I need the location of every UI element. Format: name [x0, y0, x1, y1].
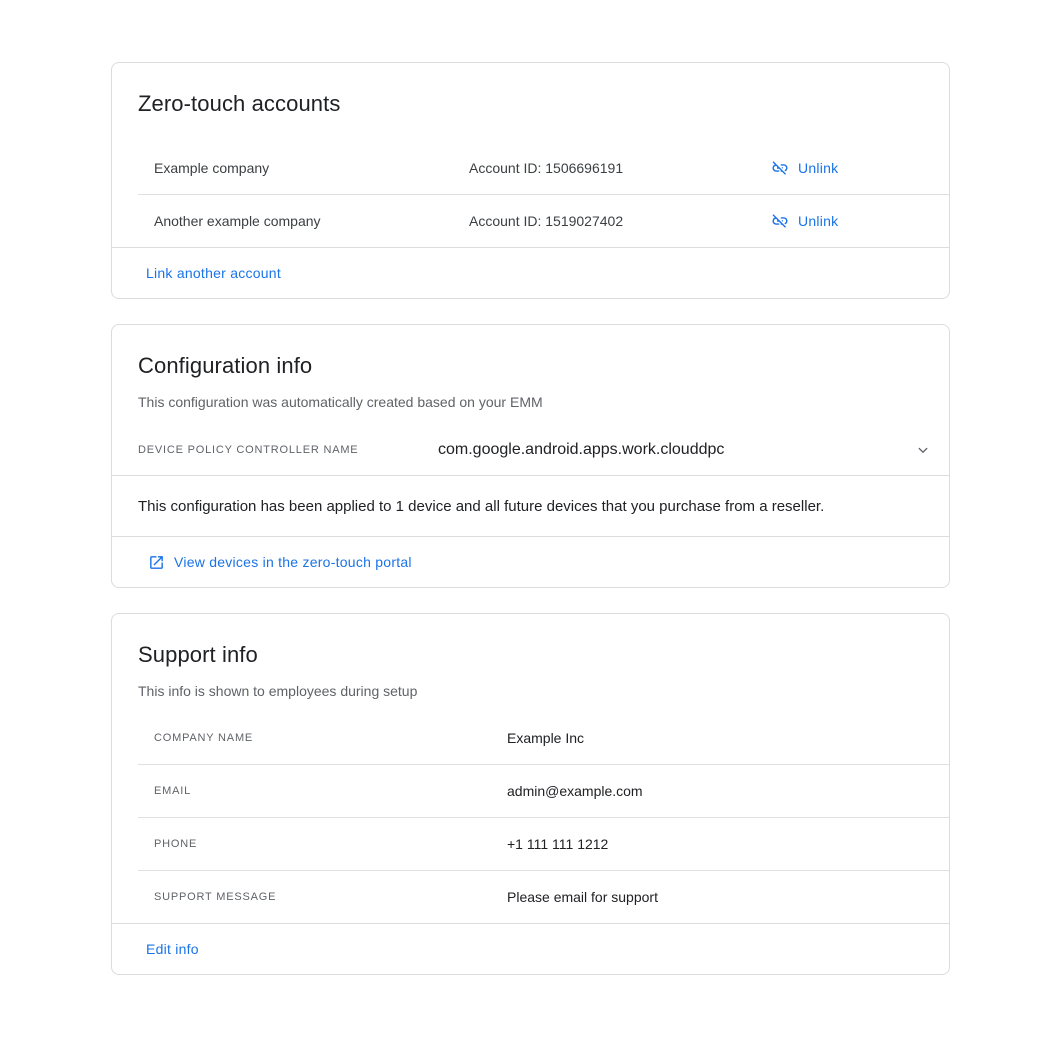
support-info-title: Support info — [138, 642, 258, 667]
support-field-row — [112, 712, 949, 764]
company-name-label: COMPANY NAME — [154, 732, 254, 744]
unlink-label: Unlink — [798, 160, 839, 176]
phone-label: PHONE — [154, 838, 198, 850]
email-value: admin@example.com — [507, 783, 643, 799]
zero-touch-accounts-title: Zero-touch accounts — [138, 91, 341, 116]
edit-info-link[interactable]: Edit info — [146, 941, 199, 957]
link-off-icon — [771, 212, 789, 230]
support-field-row — [112, 765, 949, 817]
zero-touch-accounts-card — [111, 62, 950, 299]
support-message-value: Please email for support — [507, 889, 658, 905]
applied-status-row — [112, 476, 949, 536]
dpc-expand-button[interactable] — [907, 434, 939, 466]
account-id: Account ID: 1506696191 — [469, 160, 624, 176]
unlink-button[interactable] — [771, 212, 949, 230]
company-name-value: Example Inc — [507, 730, 585, 746]
support-message-label: SUPPORT MESSAGE — [154, 891, 277, 903]
account-list — [112, 142, 949, 247]
chevron-down-icon — [914, 441, 932, 459]
link-off-icon — [771, 159, 789, 177]
link-another-account-link[interactable]: Link another account — [146, 265, 281, 281]
support-field-row — [112, 818, 949, 870]
account-name: Example company — [154, 160, 270, 176]
support-field-list — [112, 712, 949, 923]
view-devices-portal-link[interactable] — [148, 554, 412, 571]
dpc-row — [112, 424, 949, 475]
unlink-label: Unlink — [798, 213, 839, 229]
open-in-new-icon — [148, 554, 165, 571]
configuration-info-subtitle: This configuration was automatically created based on your EMM — [138, 394, 543, 410]
configuration-card-footer — [112, 537, 949, 587]
zero-touch-card-footer — [112, 248, 949, 298]
support-info-card — [111, 613, 950, 975]
phone-value: +1 111 111 1212 — [507, 836, 609, 852]
support-card-footer — [112, 924, 949, 974]
configuration-info-title: Configuration info — [138, 353, 313, 378]
account-row — [112, 195, 949, 247]
unlink-button[interactable] — [771, 159, 949, 177]
email-label: EMAIL — [154, 785, 192, 797]
dpc-value: com.google.android.apps.work.clouddpc — [438, 440, 725, 458]
account-name: Another example company — [154, 213, 321, 229]
dpc-label: DEVICE POLICY CONTROLLER NAME — [138, 443, 359, 456]
account-id: Account ID: 1519027402 — [469, 213, 624, 229]
support-info-subtitle: This info is shown to employees during setup — [138, 683, 418, 699]
support-field-row — [112, 871, 949, 923]
configuration-info-card — [111, 324, 950, 588]
account-row — [112, 142, 949, 194]
view-devices-portal-label: View devices in the zero-touch portal — [174, 554, 412, 570]
applied-status-text: This configuration has been applied to 1 device and all future devices that you purchase from a reseller. — [138, 497, 825, 515]
